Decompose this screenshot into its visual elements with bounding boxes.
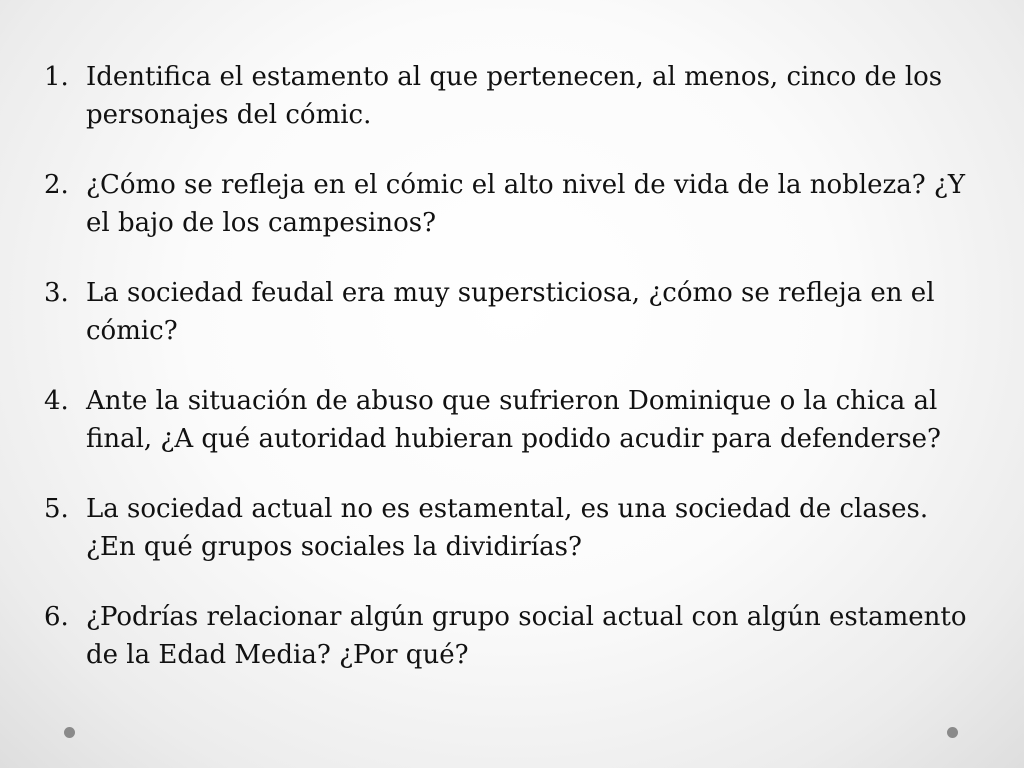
question-item-3 <box>44 274 974 350</box>
question-text: ¿Podrías relacionar algún grupo social actual con algún estamento de la Edad Media? ¿Por qué? <box>86 602 967 670</box>
question-text: La sociedad actual no es estamental, es una sociedad de clases. ¿En qué grupos sociales la dividirías? <box>86 494 929 562</box>
corner-dot-left <box>64 727 75 738</box>
question-number: 5. <box>44 494 69 524</box>
question-item-6 <box>44 598 974 674</box>
question-text: Identifica el estamento al que pertenecen, al menos, cinco de los personajes del cómic. <box>86 62 943 130</box>
question-text: ¿Cómo se refleja en el cómic el alto nivel de vida de la nobleza? ¿Y el bajo de los campesinos? <box>86 170 965 238</box>
corner-dot-right <box>947 727 958 738</box>
question-number: 1. <box>44 62 69 92</box>
question-number: 3. <box>44 278 69 308</box>
question-item-4 <box>44 382 974 458</box>
question-item-5 <box>44 490 974 566</box>
question-text: Ante la situación de abuso que sufrieron Dominique o la chica al final, ¿A qué autoridad hubieran podido acudir para defenderse? <box>86 386 941 454</box>
question-number: 4. <box>44 386 69 416</box>
question-number: 2. <box>44 170 69 200</box>
question-text: La sociedad feudal era muy supersticiosa, ¿cómo se refleja en el cómic? <box>86 278 935 346</box>
question-number: 6. <box>44 602 69 632</box>
question-list <box>44 58 974 674</box>
question-item-2 <box>44 166 974 242</box>
question-item-1 <box>44 58 974 134</box>
